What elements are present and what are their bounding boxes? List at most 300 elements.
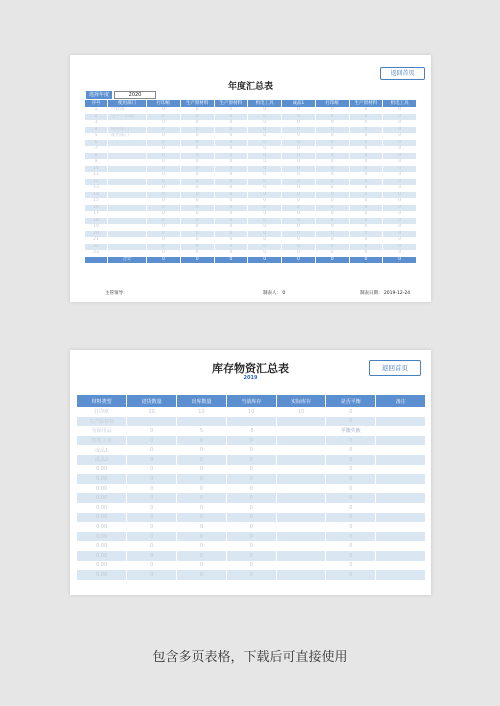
value-cell[interactable]: 0 [282,198,316,205]
value-cell[interactable]: 0 [315,166,349,173]
value-cell[interactable]: 0 [248,185,282,192]
value-cell[interactable]: 0 [282,127,316,134]
value-cell[interactable]: 0 [226,445,276,455]
value-cell[interactable] [376,436,426,446]
value-cell[interactable]: 0 [226,522,276,532]
value-cell[interactable]: 0 [147,153,181,160]
value-cell[interactable]: 0 [282,153,316,160]
value-cell[interactable]: 0 [349,153,383,160]
value-cell[interactable]: 0 [248,120,282,127]
value-cell[interactable]: 0 [326,445,376,455]
return-home-button[interactable]: 返回首页 [369,360,421,376]
value-cell[interactable] [376,474,426,484]
value-cell[interactable]: 0 [214,133,248,140]
value-cell[interactable]: 0 [177,532,227,542]
value-cell[interactable]: 0 [127,541,177,551]
value-cell[interactable]: 0 [147,179,181,186]
value-cell[interactable]: 0 [147,224,181,231]
value-cell[interactable]: 0 [147,185,181,192]
value-cell[interactable]: 0 [180,153,214,160]
value-cell[interactable]: 0 [147,159,181,166]
value-cell[interactable]: 0 [282,205,316,212]
value-cell[interactable]: 0 [147,244,181,251]
value-cell[interactable]: 0 [282,133,316,140]
value-cell[interactable]: 0 [147,250,181,257]
dept-cell[interactable]: 行政部 [108,107,147,114]
value-cell[interactable]: 0 [147,198,181,205]
value-cell[interactable] [127,417,177,427]
value-cell[interactable]: 0 [282,172,316,179]
value-cell[interactable]: 0 [180,218,214,225]
value-cell[interactable]: 0 [147,211,181,218]
value-cell[interactable]: 0 [282,107,316,114]
value-cell[interactable]: 0 [326,436,376,446]
value-cell[interactable]: 0 [349,198,383,205]
value-cell[interactable]: 0 [349,218,383,225]
value-cell[interactable] [376,532,426,542]
value-cell[interactable]: 0 [326,522,376,532]
value-cell[interactable]: 0 [315,159,349,166]
value-cell[interactable]: 0 [349,107,383,114]
value-cell[interactable]: 0 [127,570,177,580]
value-cell[interactable]: 0 [147,237,181,244]
value-cell[interactable]: 0 [383,192,417,199]
value-cell[interactable] [276,445,326,455]
value-cell[interactable]: 0 [147,114,181,121]
value-cell[interactable]: 0 [383,231,417,238]
value-cell[interactable]: 0 [282,250,316,257]
value-cell[interactable] [276,417,326,427]
value-cell[interactable]: 0 [226,561,276,571]
value-cell[interactable]: 0 [214,211,248,218]
value-cell[interactable]: 0 [349,159,383,166]
value-cell[interactable]: 0 [282,140,316,147]
value-cell[interactable]: 0 [248,127,282,134]
value-cell[interactable] [276,465,326,475]
value-cell[interactable]: 0 [180,114,214,121]
value-cell[interactable]: 0 [248,166,282,173]
value-cell[interactable]: 0 [177,465,227,475]
value-cell[interactable]: 0 [282,159,316,166]
value-cell[interactable]: 0 [180,146,214,153]
value-cell[interactable] [376,570,426,580]
value-cell[interactable] [376,541,426,551]
value-cell[interactable]: 0 [177,561,227,571]
value-cell[interactable]: 0 [214,146,248,153]
value-cell[interactable]: 0 [127,493,177,503]
value-cell[interactable] [376,493,426,503]
value-cell[interactable]: 0 [315,127,349,134]
value-cell[interactable]: 0 [315,114,349,121]
value-cell[interactable]: 0 [226,551,276,561]
value-cell[interactable]: 0 [349,179,383,186]
dept-cell[interactable]: 使用部门 [108,133,147,140]
value-cell[interactable] [376,407,426,417]
value-cell[interactable]: 0 [147,218,181,225]
value-cell[interactable]: 0 [180,250,214,257]
value-cell[interactable]: 0 [315,244,349,251]
value-cell[interactable]: 0 [177,493,227,503]
value-cell[interactable]: 0 [282,166,316,173]
value-cell[interactable]: 0 [248,159,282,166]
value-cell[interactable]: 0 [180,179,214,186]
value-cell[interactable] [276,436,326,446]
value-cell[interactable]: 0 [383,205,417,212]
value-cell[interactable]: 0 [282,218,316,225]
value-cell[interactable] [276,551,326,561]
value-cell[interactable] [177,417,227,427]
value-cell[interactable]: 0 [127,436,177,446]
value-cell[interactable]: 0 [180,120,214,127]
value-cell[interactable]: 0 [226,455,276,465]
value-cell[interactable]: 0 [326,474,376,484]
value-cell[interactable]: 0 [248,218,282,225]
value-cell[interactable]: 0 [315,179,349,186]
value-cell[interactable] [276,513,326,523]
value-cell[interactable]: 0 [214,205,248,212]
value-cell[interactable]: 0 [177,522,227,532]
value-cell[interactable]: 0 [315,172,349,179]
value-cell[interactable]: 0 [349,211,383,218]
value-cell[interactable]: 0 [127,513,177,523]
value-cell[interactable]: 0 [282,185,316,192]
value-cell[interactable]: 0 [147,127,181,134]
value-cell[interactable]: 平衡失败 [326,426,376,436]
value-cell[interactable]: 0 [349,231,383,238]
value-cell[interactable]: 0 [248,146,282,153]
value-cell[interactable]: 0 [214,250,248,257]
value-cell[interactable]: 0 [315,250,349,257]
value-cell[interactable]: 0 [177,513,227,523]
value-cell[interactable]: 0 [248,133,282,140]
value-cell[interactable]: 0 [226,484,276,494]
value-cell[interactable]: 0 [315,237,349,244]
value-cell[interactable]: 0 [282,244,316,251]
value-cell[interactable]: 0 [214,120,248,127]
value-cell[interactable]: 0 [214,114,248,121]
value-cell[interactable]: 0 [248,211,282,218]
value-cell[interactable]: 0 [248,153,282,160]
value-cell[interactable]: 0 [349,244,383,251]
value-cell[interactable]: 0 [177,484,227,494]
value-cell[interactable]: 0 [326,541,376,551]
value-cell[interactable]: 0 [127,455,177,465]
value-cell[interactable]: 20 [127,407,177,417]
value-cell[interactable]: 0 [127,503,177,513]
value-cell[interactable]: 0 [248,231,282,238]
value-cell[interactable] [376,551,426,561]
value-cell[interactable]: 0 [226,503,276,513]
value-cell[interactable]: 0 [147,192,181,199]
value-cell[interactable]: 0 [282,114,316,121]
value-cell[interactable]: 0 [383,250,417,257]
value-cell[interactable]: 0 [214,198,248,205]
value-cell[interactable]: 0 [349,205,383,212]
year-select-field[interactable]: 2020 [114,91,156,99]
value-cell[interactable]: 0 [214,237,248,244]
total-value-cell: 0 [383,257,417,264]
value-cell[interactable]: 0 [326,455,376,465]
value-cell[interactable]: 0 [383,153,417,160]
value-cell[interactable]: 0 [248,172,282,179]
value-cell[interactable] [376,513,426,523]
value-cell[interactable] [376,484,426,494]
value-cell[interactable]: 0 [383,159,417,166]
value-cell[interactable]: 0 [147,107,181,114]
value-cell[interactable]: 0 [349,185,383,192]
value-cell[interactable] [376,561,426,571]
value-cell[interactable]: 0 [180,140,214,147]
value-cell[interactable]: 0 [383,244,417,251]
value-cell[interactable]: 0 [226,570,276,580]
value-cell[interactable] [376,455,426,465]
value-cell[interactable]: 0 [180,107,214,114]
value-cell[interactable]: 0 [214,153,248,160]
value-cell[interactable]: 0 [383,172,417,179]
value-cell[interactable]: 0 [349,166,383,173]
value-cell[interactable]: 0 [177,541,227,551]
value-cell[interactable]: 0 [127,484,177,494]
value-cell[interactable]: 0 [147,205,181,212]
value-cell[interactable]: 0 [383,198,417,205]
value-cell[interactable]: 0 [326,561,376,571]
value-cell[interactable]: 10 [226,407,276,417]
value-cell[interactable]: 0 [383,107,417,114]
value-cell[interactable] [276,474,326,484]
value-cell[interactable]: 0 [383,140,417,147]
value-cell[interactable]: 0 [177,474,227,484]
value-cell[interactable]: 0 [127,465,177,475]
value-cell[interactable]: 0 [315,205,349,212]
value-cell[interactable]: 0 [326,465,376,475]
value-cell[interactable]: 10 [177,407,227,417]
value-cell[interactable]: 0 [180,159,214,166]
value-cell[interactable]: 0 [180,185,214,192]
value-cell[interactable]: 0 [177,551,227,561]
value-cell[interactable]: 0 [180,133,214,140]
value-cell[interactable]: 0 [315,211,349,218]
value-cell[interactable] [376,465,426,475]
value-cell[interactable]: 0 [282,224,316,231]
value-cell[interactable] [376,445,426,455]
return-home-button[interactable]: 返回首页 [380,67,425,80]
value-cell[interactable]: 0 [248,179,282,186]
value-cell[interactable]: 0 [177,570,227,580]
value-cell[interactable]: 0 [177,436,227,446]
value-cell[interactable]: 0 [383,146,417,153]
value-cell[interactable]: 0 [248,192,282,199]
value-cell[interactable]: 0 [383,133,417,140]
value-cell[interactable]: 0 [226,493,276,503]
value-cell[interactable]: 0 [282,179,316,186]
value-cell[interactable]: 0 [383,218,417,225]
value-cell[interactable]: 0 [349,172,383,179]
value-cell[interactable]: 0 [177,503,227,513]
value-cell[interactable]: 0 [147,120,181,127]
value-cell[interactable]: 0 [282,231,316,238]
dept-cell[interactable]: 生产一车间 [108,114,147,121]
value-cell[interactable]: 0 [214,159,248,166]
value-cell[interactable]: 0 [248,224,282,231]
value-cell[interactable]: 0 [214,192,248,199]
value-cell[interactable]: 0 [315,107,349,114]
value-cell[interactable]: 0 [349,224,383,231]
value-cell[interactable] [276,484,326,494]
value-cell[interactable] [376,426,426,436]
value-cell[interactable]: 0 [326,503,376,513]
value-cell[interactable]: 0 [147,140,181,147]
value-cell[interactable]: 0 [383,185,417,192]
value-cell[interactable]: 0 [214,224,248,231]
value-cell[interactable]: 0 [326,513,376,523]
value-cell[interactable]: 0 [127,561,177,571]
value-cell[interactable]: 0 [383,166,417,173]
value-cell[interactable]: 0 [326,493,376,503]
value-cell[interactable]: 0 [349,114,383,121]
value-cell[interactable]: 0 [326,570,376,580]
value-cell[interactable]: 0 [383,211,417,218]
value-cell[interactable]: 5 [177,426,227,436]
value-cell[interactable]: 0 [326,417,376,427]
value-cell[interactable]: 0 [315,192,349,199]
value-cell[interactable]: 0 [214,172,248,179]
value-cell[interactable] [276,522,326,532]
value-cell[interactable]: 0 [147,166,181,173]
value-cell[interactable]: 0 [383,114,417,121]
value-cell[interactable]: 0 [383,224,417,231]
value-cell[interactable]: 0 [180,224,214,231]
value-cell[interactable]: 0 [349,127,383,134]
value-cell[interactable]: 0 [315,140,349,147]
value-cell[interactable] [276,455,326,465]
value-cell[interactable] [276,541,326,551]
value-cell[interactable]: 0 [214,218,248,225]
value-cell[interactable]: 0 [147,172,181,179]
value-cell[interactable]: 0 [180,244,214,251]
value-cell[interactable]: 0 [248,250,282,257]
value-cell[interactable]: 0 [226,436,276,446]
value-cell[interactable]: 0 [214,185,248,192]
value-cell[interactable]: 0 [315,133,349,140]
value-cell[interactable]: 0 [349,120,383,127]
value-cell[interactable]: 0 [248,114,282,121]
value-cell[interactable]: 0 [349,192,383,199]
value-cell[interactable]: 0 [326,407,376,417]
value-cell[interactable]: 0 [180,205,214,212]
value-cell[interactable]: 0 [282,192,316,199]
value-cell[interactable]: 0 [349,133,383,140]
value-cell[interactable]: 0 [349,250,383,257]
value-cell[interactable]: 0 [127,532,177,542]
value-cell[interactable]: 0 [180,237,214,244]
value-cell[interactable] [276,561,326,571]
value-cell[interactable]: 0 [326,484,376,494]
value-cell[interactable]: 0 [180,198,214,205]
value-cell[interactable]: 10 [276,407,326,417]
value-cell[interactable]: 0 [214,140,248,147]
value-cell[interactable] [276,532,326,542]
value-cell[interactable]: 0 [180,231,214,238]
value-cell[interactable]: 0 [349,140,383,147]
value-cell[interactable]: 0 [248,107,282,114]
value-cell[interactable]: 0 [248,140,282,147]
value-cell[interactable]: 0 [349,237,383,244]
value-cell[interactable]: 0 [383,179,417,186]
value-cell[interactable]: 0 [226,465,276,475]
value-cell[interactable]: 0 [180,192,214,199]
value-cell[interactable]: 0 [326,532,376,542]
value-cell[interactable]: 0 [383,127,417,134]
value-cell[interactable] [376,522,426,532]
value-cell[interactable]: 0 [315,120,349,127]
value-cell[interactable]: 0 [248,198,282,205]
value-cell[interactable]: 0 [315,218,349,225]
value-cell[interactable]: 0 [127,474,177,484]
value-cell[interactable]: 0 [282,211,316,218]
value-cell[interactable] [276,503,326,513]
value-cell[interactable]: 0 [177,445,227,455]
value-cell[interactable] [276,493,326,503]
value-cell[interactable]: 0 [326,551,376,561]
value-cell[interactable] [376,503,426,513]
value-cell[interactable]: 0 [180,172,214,179]
value-cell[interactable]: 0 [315,198,349,205]
value-cell[interactable]: 0 [147,146,181,153]
value-cell[interactable]: 0 [127,551,177,561]
value-cell[interactable] [276,570,326,580]
value-cell[interactable]: 0 [180,211,214,218]
value-cell[interactable]: 0 [282,146,316,153]
value-cell[interactable] [226,417,276,427]
value-cell[interactable]: 0 [315,224,349,231]
value-cell[interactable]: -5 [226,426,276,436]
value-cell[interactable]: 0 [315,231,349,238]
value-cell[interactable]: 0 [248,244,282,251]
value-cell[interactable]: 0 [214,231,248,238]
value-cell[interactable]: 0 [226,541,276,551]
dept-cell[interactable]: 使用部门 [108,127,147,134]
value-cell[interactable]: 0 [214,166,248,173]
value-cell[interactable]: 0 [226,513,276,523]
value-cell[interactable]: 0 [127,522,177,532]
value-cell[interactable]: 0 [383,237,417,244]
value-cell[interactable]: 0 [214,127,248,134]
value-cell[interactable]: 0 [214,244,248,251]
value-cell[interactable]: 0 [177,455,227,465]
value-cell[interactable]: 0 [147,133,181,140]
value-cell[interactable]: 0 [315,146,349,153]
value-cell[interactable]: 0 [127,426,177,436]
value-cell[interactable]: 0 [147,231,181,238]
value-cell[interactable]: 0 [248,205,282,212]
value-cell[interactable]: 0 [282,120,316,127]
value-cell[interactable]: 0 [127,445,177,455]
value-cell[interactable]: 0 [226,532,276,542]
value-cell[interactable]: 0 [180,127,214,134]
value-cell[interactable]: 0 [226,474,276,484]
value-cell[interactable]: 0 [315,153,349,160]
value-cell[interactable] [376,417,426,427]
value-cell[interactable]: 0 [180,166,214,173]
value-cell[interactable]: 0 [315,185,349,192]
value-cell[interactable]: 0 [214,179,248,186]
value-cell[interactable]: 0 [214,107,248,114]
value-cell[interactable]: 0 [248,237,282,244]
value-cell[interactable]: 0 [282,237,316,244]
value-cell[interactable]: 0 [383,120,417,127]
value-cell[interactable] [276,426,326,436]
value-cell[interactable]: 0 [349,146,383,153]
